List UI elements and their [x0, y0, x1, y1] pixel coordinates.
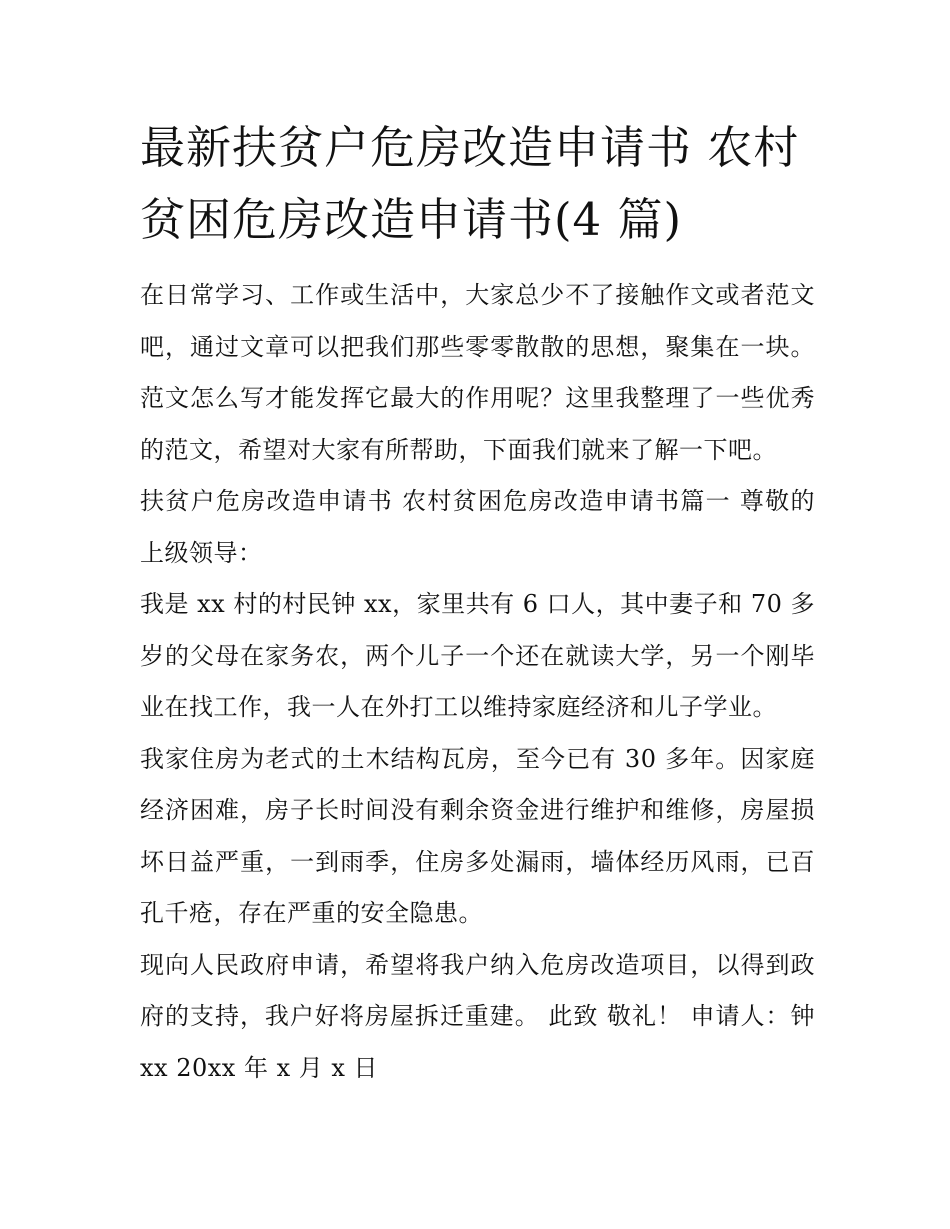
intro-paragraph: 在日常学习、工作或生活中，大家总少不了接触作文或者范文吧，通过文章可以把我们那些零零散散的思想，聚集在一块。范文怎么写才能发挥它最大的作用呢？这里我整理了一些优秀的范文，希望对大家有所帮助，下面我们就来了解一下吧。: [140, 281, 815, 464]
section-heading-paragraph: 扶贫户危房改造申请书 农村贫困危房改造申请书篇一 尊敬的上级领导：: [140, 487, 815, 567]
document-body: [140, 112, 815, 1094]
request-paragraph: 现向人民政府申请，希望将我户纳入危房改造项目，以得到政府的支持，我户好将房屋拆迁重建。 此致 敬礼！ 申请人：钟 xx 20xx 年 x 月 x 日: [140, 950, 815, 1082]
housing-paragraph: 我家住房为老式的土木结构瓦房，至今已有 30 多年。因家庭经济困难，房子长时间没有剩余资金进行维护和维修，房屋损坏日益严重，一到雨季，住房多处漏雨，墙体经历风雨，已百孔千疮，存在严重的安全隐患。: [140, 744, 815, 927]
family-paragraph: 我是 xx 村的村民钟 xx，家里共有 6 口人，其中妻子和 70 多岁的父母在家务农，两个儿子一个还在就读大学，另一个刚毕业在找工作，我一人在外打工以维持家庭经济和儿子学业。: [140, 590, 815, 721]
document-title: 最新扶贫户危房改造申请书 农村贫困危房改造申请书(4 篇): [140, 121, 800, 246]
